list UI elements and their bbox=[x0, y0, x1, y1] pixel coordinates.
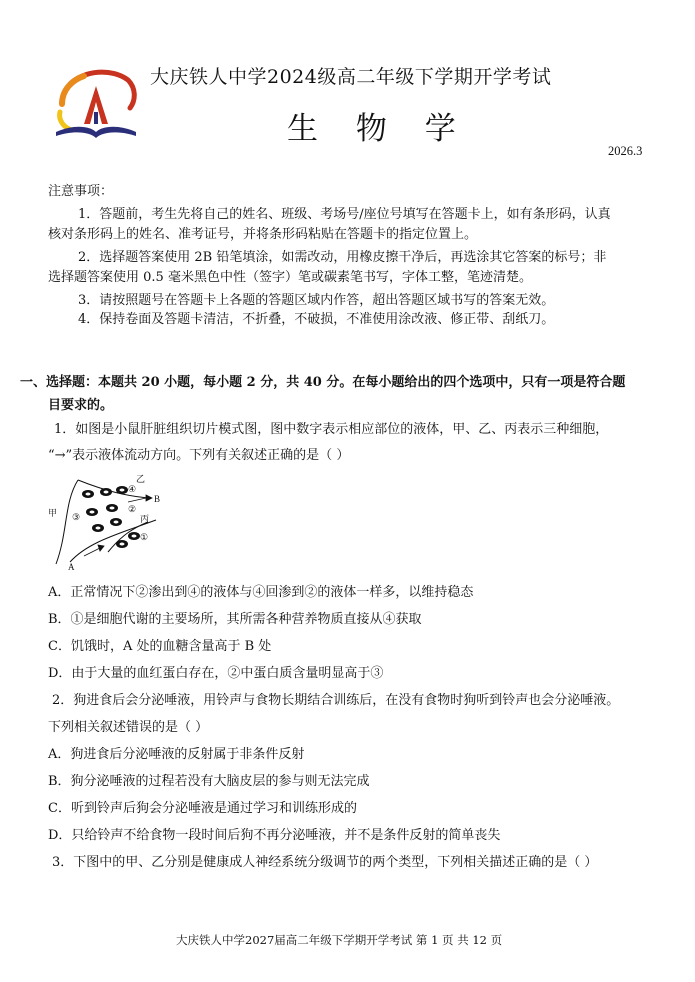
section-1-heading: 一、选择题：本题共 20 小题，每小题 2 分，共 40 分。在每小题给出的四个选项中，只有一项是符合题 bbox=[20, 375, 626, 390]
notice-item-1-line-1: 1．答题前，考生先将自己的姓名、班级、考场号/座位号填写在答题卡上，如有条形码，认真 bbox=[78, 207, 611, 222]
notice-item-2-line-2: 选择题答案使用 0.5 毫米黑色中性（签字）笔或碳素笔书写，字体工整，笔迹清楚。 bbox=[48, 270, 532, 285]
notice-item-3: 3．请按照题号在答题卡上各题的答题区域内作答，超出答题区域书写的答案无效。 bbox=[78, 293, 555, 308]
subject-title: 生 物 学 bbox=[287, 111, 470, 147]
label-jia: 甲 bbox=[48, 508, 58, 518]
question-2-stem-line-2: 下列相关叙述错误的是（ ） bbox=[48, 720, 209, 735]
label-A: A bbox=[68, 562, 75, 572]
question-2-option-b: B．狗分泌唾液的过程若没有大脑皮层的参与则无法完成 bbox=[48, 774, 370, 789]
school-logo-icon bbox=[50, 68, 142, 142]
question-2-option-d: D．只给铃声不给食物一段时间后狗不再分泌唾液，并不是条件反射的简单丧失 bbox=[48, 828, 501, 843]
label-c3: ③ bbox=[72, 512, 81, 522]
notice-item-2-line-1: 2．选择题答案使用 2B 铅笔填涂，如需改动，用橡皮擦干净后，再选涂其它答案的标号；非 bbox=[78, 250, 607, 265]
vessel-wall-left bbox=[56, 480, 81, 564]
label-bing: 丙 bbox=[140, 514, 150, 524]
notice-heading: 注意事项： bbox=[48, 184, 114, 199]
exam-date: 2026.3 bbox=[608, 144, 643, 158]
question-1-option-d: D．由于大量的血红蛋白存在，②中蛋白质含量明显高于③ bbox=[48, 666, 384, 681]
label-yi: 乙 bbox=[136, 474, 146, 484]
school-exam-title: 大庆铁人中学2024级高二年级下学期开学考试 bbox=[150, 66, 552, 88]
question-1-option-c: C．饥饿时，A 处的血糖含量高于 B 处 bbox=[48, 639, 272, 654]
label-B: B bbox=[154, 494, 161, 504]
label-c1: ① bbox=[140, 532, 149, 542]
label-c4: ④ bbox=[128, 484, 137, 494]
question-1-stem-line-1: 1．如图是小鼠肝脏组织切片模式图，图中数字表示相应部位的液体，甲、乙、丙表示三种细胞， bbox=[54, 422, 609, 437]
question-3-stem-line-1: 3．下图中的甲、乙分别是健康成人神经系统分级调节的两个类型，下列相关描述正确的是（ ） bbox=[52, 855, 598, 870]
section-1-heading-cont: 目要求的。 bbox=[48, 398, 114, 413]
label-c2: ② bbox=[128, 504, 137, 514]
question-1-stem-line-2: “→”表示液体流动方向。下列有关叙述正确的是（ ） bbox=[48, 448, 350, 463]
question-2-stem-line-1: 2．狗进食后会分泌唾液，用铃声与食物长期结合训练后，在没有食物时狗听到铃声也会分泌唾液。 bbox=[52, 693, 620, 708]
notice-item-1-line-2: 核对条形码上的姓名、准考证号，并将条形码粘贴在答题卡的指定位置上。 bbox=[48, 227, 478, 242]
question-1-option-b: B．①是细胞代谢的主要场所，其所需各种营养物质直接从④获取 bbox=[48, 612, 422, 627]
page-footer: 大庆铁人中学2027届高二年级下学期开学考试 第 1 页 共 12 页 bbox=[176, 933, 503, 947]
question-2-option-c: C．听到铃声后狗会分泌唾液是通过学习和训练形成的 bbox=[48, 801, 357, 816]
question-1-option-a: A．正常情况下②渗出到④的液体与④回渗到②的液体一样多，以维持稳态 bbox=[48, 585, 474, 600]
liver-tissue-diagram bbox=[48, 472, 168, 572]
question-2-option-a: A．狗进食后分泌唾液的反射属于非条件反射 bbox=[48, 747, 305, 762]
notice-item-4: 4．保持卷面及答题卡清洁，不折叠，不破损，不准使用涂改液、修正带、刮纸刀。 bbox=[78, 312, 555, 327]
